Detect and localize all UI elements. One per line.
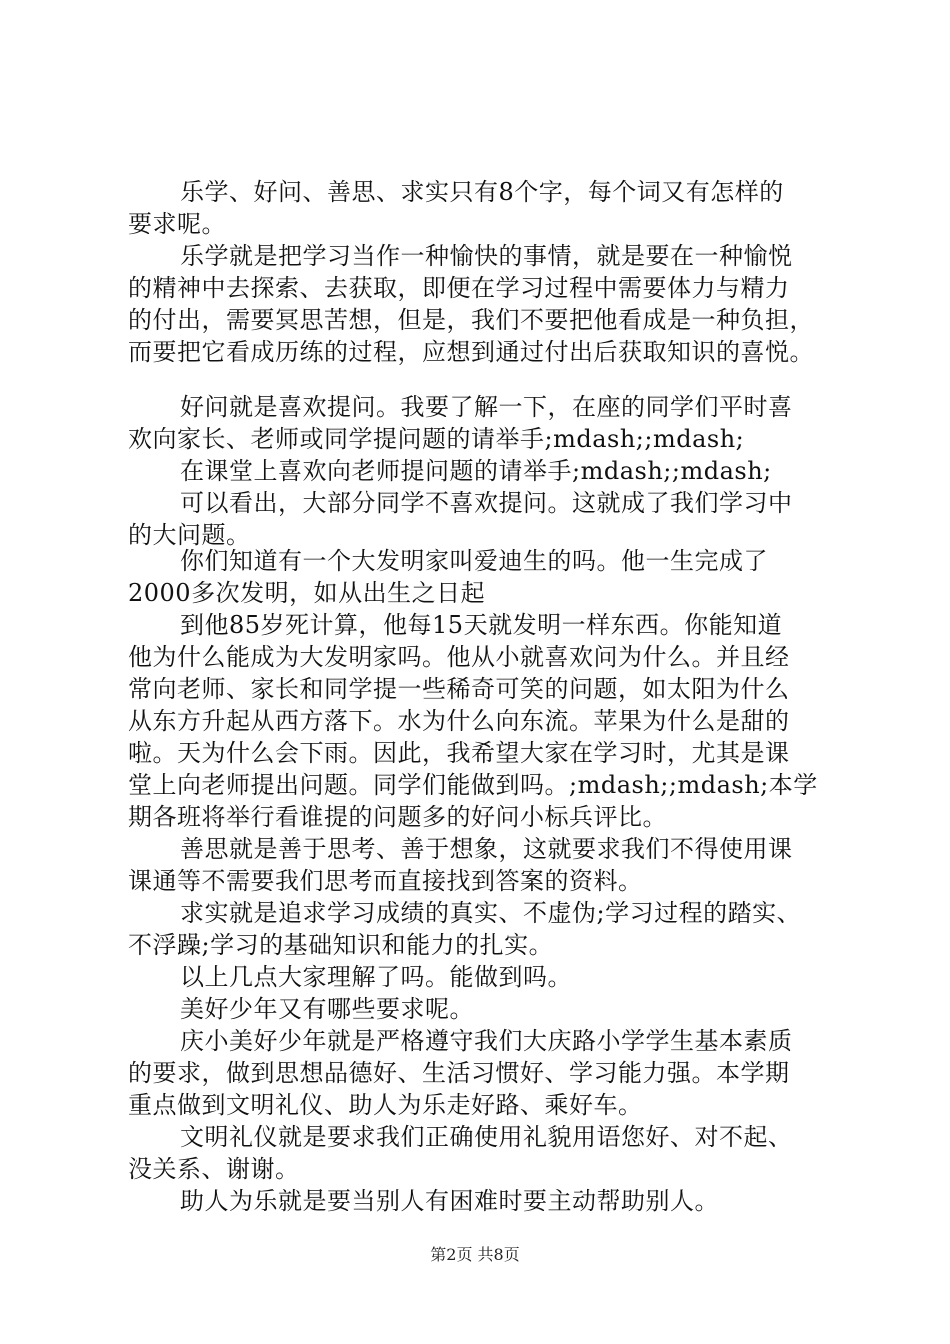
text-line: 他为什么能成为大发明家吗。他从小就喜欢问为什么。并且经 [128, 643, 790, 671]
text-line: 堂上向老师提出问题。同学们能做到吗。;mdash;;mdash;本学 [128, 771, 818, 799]
text-line: 重点做到文明礼仪、助人为乐走好路、乘好车。 [128, 1091, 643, 1119]
text-line: 以上几点大家理解了吗。能做到吗。 [180, 963, 572, 991]
text-line: 在课堂上喜欢向老师提问题的请举手;mdash;;mdash; [180, 457, 772, 485]
text-line: 课通等不需要我们思考而直接找到答案的资料。 [128, 867, 643, 895]
text-line: 期各班将举行看谁提的问题多的好问小标兵评比。 [128, 803, 667, 831]
text-line: 好问就是喜欢提问。我要了解一下，在座的同学们平时喜 [180, 393, 793, 421]
text-line: 常向老师、家长和同学提一些稀奇可笑的问题，如太阳为什么 [128, 675, 790, 703]
text-line: 乐学、好问、善思、求实只有8个字，每个词又有怎样的 [180, 178, 784, 206]
text-line: 的大问题。 [128, 521, 251, 549]
text-line: 欢向家长、老师或同学提问题的请举手;mdash;;mdash; [128, 425, 745, 453]
text-line: 2000多次发明，如从出生之日起 [128, 579, 486, 607]
text-line: 到他85岁死计算，他每15天就发明一样东西。你能知道 [180, 611, 783, 639]
text-line: 乐学就是把学习当作一种愉快的事情，就是要在一种愉悦 [180, 242, 793, 270]
text-line: 助人为乐就是要当别人有困难时要主动帮助别人。 [180, 1187, 719, 1215]
text-line: 美好少年又有哪些要求呢。 [180, 995, 474, 1023]
text-line: 求实就是追求学习成绩的真实、不虚伪;学习过程的踏实、 [180, 899, 802, 927]
text-line: 文明礼仪就是要求我们正确使用礼貌用语您好、对不起、 [180, 1123, 793, 1151]
text-line: 的付出，需要冥思苦想，但是，我们不要把他看成是一种负担， [128, 306, 814, 334]
page-number-footer: 第2页 共8页 [430, 1245, 520, 1264]
text-line: 没关系、谢谢。 [128, 1155, 300, 1183]
text-line: 的精神中去探索、去获取，即便在学习过程中需要体力与精力 [128, 274, 790, 302]
text-line: 你们知道有一个大发明家叫爱迪生的吗。他一生完成了 [180, 547, 768, 575]
text-line: 啦。天为什么会下雨。因此，我希望大家在学习时，尤其是课 [128, 739, 790, 767]
text-line: 善思就是善于思考、善于想象，这就要求我们不得使用课 [180, 835, 793, 863]
text-line: 要求呢。 [128, 210, 226, 238]
text-line: 的要求，做到思想品德好、生活习惯好、学习能力强。本学期 [128, 1059, 790, 1087]
text-line: 庆小美好少年就是严格遵守我们大庆路小学学生基本素质 [180, 1027, 793, 1055]
text-line: 从东方升起从西方落下。水为什么向东流。苹果为什么是甜的 [128, 707, 790, 735]
text-line: 可以看出，大部分同学不喜欢提问。这就成了我们学习中 [180, 489, 793, 517]
text-line: 而要把它看成历练的过程，应想到通过付出后获取知识的喜悦。 [128, 338, 814, 366]
text-line: 不浮躁;学习的基础知识和能力的扎实。 [128, 931, 554, 959]
